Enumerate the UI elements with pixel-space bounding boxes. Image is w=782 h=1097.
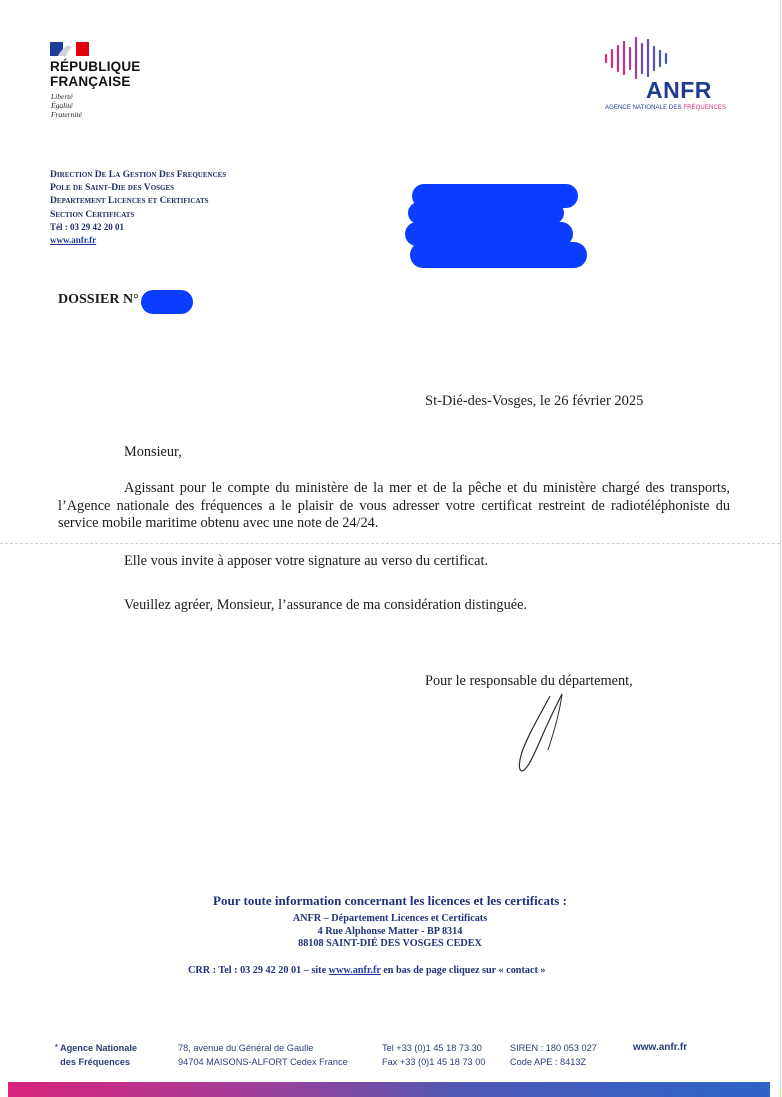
sender-section: Section Certificats bbox=[50, 208, 135, 220]
anfr-wave-logo bbox=[604, 36, 676, 80]
letter-paragraph-2: Elle vous invite à apposer votre signature au verso du certificat. bbox=[124, 553, 489, 569]
sender-direction: Direction De La Gestion Des Frequences bbox=[50, 169, 227, 180]
info-address: ANFR – Département Licences et Certificats 4 Rue Alphonse Matter - BP 8314 88108 SAINT-DIÉ DES VOSGES CEDEX bbox=[292, 913, 488, 949]
sender-pole: Pole de Saint-Die des Vosges bbox=[50, 182, 175, 194]
anfr-subtitle: AGENCE NATIONALE DES FRÉQUENCES bbox=[605, 105, 727, 111]
footer-organization: * Agence Nationale des Fréquences bbox=[55, 1043, 138, 1067]
dossier-number-label: DOSSIER N° bbox=[58, 292, 139, 307]
address-redaction bbox=[410, 242, 587, 268]
letter-paragraph-1: Agissant pour le compte du ministère de la mer et de la pêche et du ministère chargé des transports, l’Agence nationale des fréquences a le plaisir de vous adresser votre certificat restreint de radiotéléphoniste du service mobile maritime obtenu avec une note de 24/24. bbox=[58, 480, 730, 531]
sender-phone: Tél : 03 29 42 20 01 bbox=[50, 221, 124, 232]
sender-website-link[interactable]: www.anfr.fr bbox=[50, 235, 97, 246]
dossier-number-redaction bbox=[141, 290, 193, 314]
footer-registration: SIREN : 180 053 027 Code APE : 8413Z bbox=[510, 1043, 597, 1067]
handwritten-signature bbox=[510, 690, 585, 776]
crr-contact-line: CRR : Tel : 03 29 42 20 01 – site www.anfr.fr en bas de page cliquez sur « contact » bbox=[188, 965, 546, 976]
footer-website[interactable]: www.anfr.fr bbox=[633, 1042, 688, 1053]
salutation: Monsieur, bbox=[124, 444, 182, 460]
paper-fold-line bbox=[0, 543, 780, 545]
footer-gradient-band bbox=[8, 1082, 770, 1097]
anfr-wordmark: ANFR bbox=[646, 77, 712, 103]
sender-department: Departement Licences et Certificats bbox=[50, 195, 209, 207]
footer-phone-fax: Tel +33 (0)1 45 18 73 30 Fax +33 (0)1 45 18 73 00 bbox=[382, 1043, 486, 1067]
marianne-flag-logo bbox=[50, 42, 89, 56]
crr-website-link[interactable]: www.anfr.fr bbox=[328, 965, 381, 976]
footer-address: 78, avenue du Général de Gaulle 94704 MAISONS-ALFORT Cedex France bbox=[178, 1043, 348, 1067]
republic-motto: Liberté Égalité Fraternité bbox=[51, 92, 82, 119]
republique-francaise-label: RÉPUBLIQUE FRANÇAISE bbox=[50, 59, 141, 89]
letter-paragraph-3: Veuillez agréer, Monsieur, l’assurance de ma considération distinguée. bbox=[124, 597, 527, 613]
sender-block bbox=[50, 168, 226, 247]
place-and-date: St-Dié-des-Vosges, le 26 février 2025 bbox=[425, 393, 644, 409]
signature-closing: Pour le responsable du département, bbox=[425, 673, 633, 689]
info-title: Pour toute information concernant les licences et les certificats : bbox=[213, 893, 567, 908]
address-redaction bbox=[408, 202, 564, 224]
